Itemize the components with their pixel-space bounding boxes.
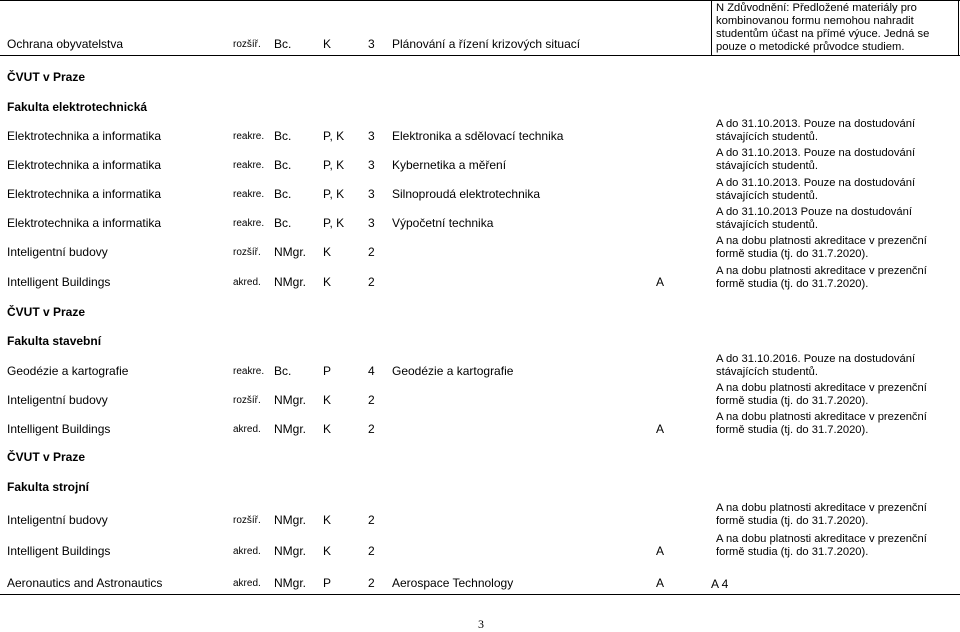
program-years: 4 [368, 364, 375, 378]
program-name: Aeronautics and Astronautics [7, 576, 163, 590]
program-level: NMgr. [274, 544, 307, 558]
program-name: Inteligentní budovy [7, 245, 108, 259]
program-form: K [323, 422, 332, 436]
program-type: reakre. [233, 131, 265, 142]
program-form: P, K [323, 129, 345, 143]
program-name: Elektrotechnika a informatika [7, 216, 162, 230]
program-note: N Zdůvodnění: Předložené materiály pro kombinovanou formu nemohou nahradit studentům účast na přímé výuce. Jedná se pouze o metodické průvodce studiem. [716, 2, 930, 53]
program-type: reakre. [233, 366, 265, 377]
program-level: NMgr. [274, 513, 307, 527]
program-years: 3 [368, 129, 375, 143]
program-note: A do 31.10.2013. Pouze na dostudování stávajících studentů. [716, 147, 916, 172]
school-heading: ČVUT v Praze [7, 70, 86, 84]
program-form: P [323, 576, 332, 590]
table-border-bottom [0, 594, 960, 595]
program-years: 3 [368, 158, 375, 172]
program-form: K [323, 245, 332, 259]
program-level: Bc. [274, 364, 292, 378]
program-form: P [323, 364, 332, 378]
school-heading: ČVUT v Praze [7, 305, 86, 319]
program-years: 3 [368, 37, 375, 51]
program-years: 2 [368, 513, 375, 527]
program-name: Ochrana obyvatelstva [7, 37, 124, 51]
program-name: Intelligent Buildings [7, 275, 111, 289]
program-form: K [323, 37, 332, 51]
faculty-heading: Fakulta strojní [7, 480, 90, 494]
program-name: Geodézie a kartografie [7, 364, 129, 378]
program-years: 3 [368, 216, 375, 230]
program-note: A 4 [711, 577, 729, 591]
faculty-heading: Fakulta elektrotechnická [7, 100, 148, 114]
program-type: reakre. [233, 218, 265, 229]
program-name: Inteligentní budovy [7, 393, 108, 407]
program-form: P, K [323, 216, 345, 230]
program-note: A na dobu platnosti akreditace v prezenční formě studia (tj. do 31.7.2020). [716, 533, 927, 558]
table-border-top [0, 0, 960, 1]
program-note: A do 31.10.2013 Pouze na dostudování stávajících studentů. [716, 206, 912, 231]
program-level: NMgr. [274, 393, 307, 407]
program-flag: A [656, 576, 665, 590]
program-years: 2 [368, 245, 375, 259]
program-form: K [323, 393, 332, 407]
program-years: 2 [368, 576, 375, 590]
program-name: Elektrotechnika a informatika [7, 187, 162, 201]
program-years: 2 [368, 393, 375, 407]
program-level: Bc. [274, 216, 292, 230]
faculty-heading: Fakulta stavební [7, 334, 102, 348]
program-name: Intelligent Buildings [7, 422, 111, 436]
program-note: A do 31.10.2013. Pouze na dostudování stávajících studentů. [716, 177, 916, 202]
program-level: NMgr. [274, 245, 307, 259]
program-type: akred. [233, 578, 261, 589]
program-flag: A [656, 422, 665, 436]
program-note: A na dobu platnosti akreditace v prezenční formě studia (tj. do 31.7.2020). [716, 502, 927, 527]
program-form: P, K [323, 187, 345, 201]
program-note: A na dobu platnosti akreditace v prezenční formě studia (tj. do 31.7.2020). [716, 382, 927, 407]
program-field: Výpočetní technika [392, 216, 494, 230]
program-years: 3 [368, 187, 375, 201]
program-name: Elektrotechnika a informatika [7, 158, 162, 172]
program-level: NMgr. [274, 576, 307, 590]
program-field: Elektronika a sdělovací technika [392, 129, 564, 143]
program-note: A do 31.10.2016. Pouze na dostudování stávajících studentů. [716, 353, 916, 378]
program-note: A na dobu platnosti akreditace v prezenční formě studia (tj. do 31.7.2020). [716, 235, 927, 260]
program-type: rozšíř. [233, 515, 261, 526]
program-field: Kybernetika a měření [392, 158, 507, 172]
program-field: Geodézie a kartografie [392, 364, 514, 378]
program-note: A do 31.10.2013. Pouze na dostudování stávajících studentů. [716, 118, 916, 143]
program-level: NMgr. [274, 422, 307, 436]
program-flag: A [656, 544, 665, 558]
program-note: A na dobu platnosti akreditace v prezenční formě studia (tj. do 31.7.2020). [716, 411, 927, 436]
program-type: reakre. [233, 160, 265, 171]
program-level: Bc. [274, 158, 292, 172]
program-name: Inteligentní budovy [7, 513, 108, 527]
program-type: akred. [233, 424, 261, 435]
program-note: A na dobu platnosti akreditace v prezenční formě studia (tj. do 31.7.2020). [716, 265, 927, 290]
program-field: Silnoproudá elektrotechnika [392, 187, 541, 201]
program-years: 2 [368, 422, 375, 436]
program-form: P, K [323, 158, 345, 172]
program-years: 2 [368, 275, 375, 289]
program-field: Aerospace Technology [392, 576, 514, 590]
table-border-after-top-row [0, 55, 960, 56]
program-flag: A [656, 275, 665, 289]
program-level: NMgr. [274, 275, 307, 289]
program-name: Elektrotechnika a informatika [7, 129, 162, 143]
program-type: rozšíř. [233, 247, 261, 258]
program-form: K [323, 275, 332, 289]
school-heading: ČVUT v Praze [7, 450, 86, 464]
program-type: rozšíř. [233, 39, 261, 50]
program-form: K [323, 544, 332, 558]
program-field: Plánování a řízení krizových situací [392, 37, 581, 51]
program-form: K [323, 513, 332, 527]
program-years: 2 [368, 544, 375, 558]
notes-column-border [711, 0, 712, 56]
program-type: rozšíř. [233, 395, 261, 406]
program-name: Intelligent Buildings [7, 544, 111, 558]
program-level: Bc. [274, 129, 292, 143]
program-type: akred. [233, 546, 261, 557]
page-number: 3 [478, 617, 484, 631]
program-type: akred. [233, 277, 261, 288]
program-level: Bc. [274, 187, 292, 201]
table-right-border [958, 0, 959, 56]
program-level: Bc. [274, 37, 292, 51]
program-type: reakre. [233, 189, 265, 200]
